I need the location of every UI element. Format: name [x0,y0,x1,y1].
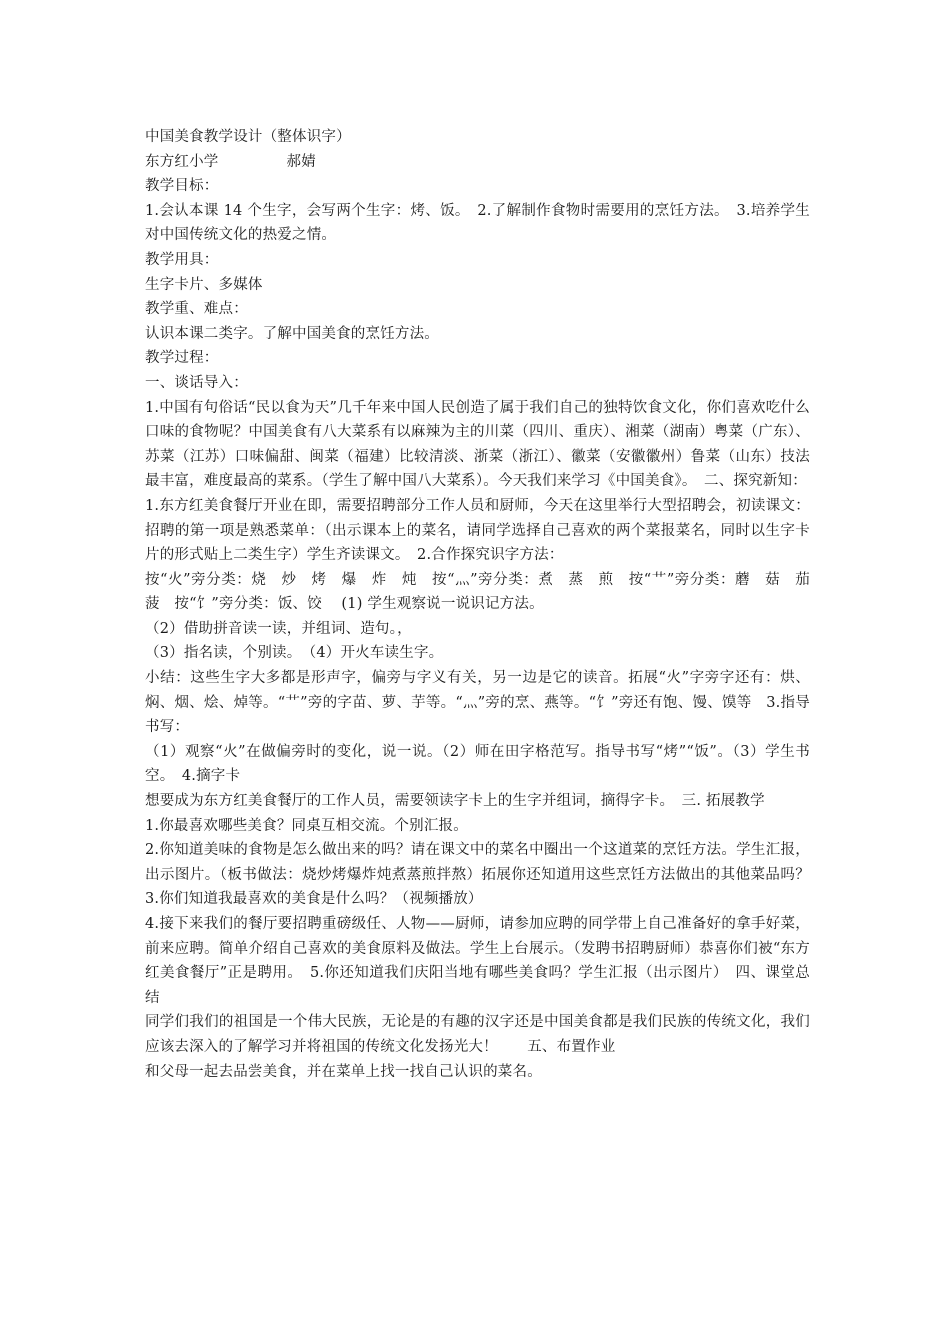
paragraph-writing: （1）观察“火”在做偏旁时的变化，说一说。（2）师在田字格范写。指导书写“烤”“饭”。（3）学生书空。 4.摘字卡 [145,743,810,785]
step-pinyin: （2）借助拼音读一读，并组词、造句。， [145,620,412,637]
heading-process: 教学过程： [145,350,219,367]
step-reading: （3）指名读，个别读。 （4）开火车读生字。 [145,645,444,662]
school-name: 东方红小学 [145,153,219,170]
paragraph-word-cards: 想要成为东方红美食餐厅的工作人员，需要领读字卡上的生字并组词，摘得字卡。 三. 拓展教学 [145,793,765,810]
paragraph-explore: 1.东方红美食餐厅开业在即，需要招聘部分工作人员和厨师，今天在这里举行大型招聘会，初读课文：招聘的第一项是熟悉菜单：（出示课本上的菜名，请同学选择自己喜欢的两个菜报菜名，同时以生字卡片的形式贴上二类生字）学生齐读课文。 2.合作探究识字方法： [145,497,810,564]
section-intro-heading: 一、谈话导入： [145,374,248,391]
document-page [145,125,825,1084]
paragraph-summary: 小结：这些生字大多都是形声字，偏旁与字义有关，另一边是它的读音。拓展“火”字旁字还有：烘、焖、烟、烩、焯等。“艹”旁的字苗、萝、芋等。“灬”旁的烹、燕等。“饣”旁还有饱、馒、馍等 3.指导书写： [145,670,810,736]
objectives-text: 1.会认本课 14 个生字，会写两个生字：烤、饭。 2.了解制作食物时需要用的烹饪方法。 3.培养学生对中国传统文化的热爱之情。 [145,202,810,244]
key-points-text: 认识本课二类字。了解中国美食的烹饪方法。 [145,325,439,342]
extension-item-2: 2.你知道美味的食物是怎么做出来的吗？请在课文中的菜名中圈出一个这道菜的烹饪方法。学生汇报，出示图片。（板书做法：烧炒烤爆炸炖煮蒸煎拌熬）拓展你还知道用这些烹饪方法做出的其他菜品吗？ 3.你们知道我最喜欢的美食是什么吗？（视频播放） [145,842,825,908]
paragraph-conclusion: 同学们我们的祖国是一个伟大民族，无论是的有趣的汉字还是中国美食都是我们民族的传统文化，我们应该去深入的了解学习并将祖国的传统文化发扬光大！ 五、布置作业 [145,1014,810,1055]
homework-text: 和父母一起去品尝美食，并在菜单上找一找自己认识的菜名。 [145,1063,542,1080]
heading-key-points: 教学重、难点： [145,301,248,318]
paragraph-intro: 1.中国有句俗话“民以食为天”几千年来中国人民创造了属于我们自己的独特饮食文化，你们喜欢吃什么口味的食物呢？中国美食有八大菜系有以麻辣为主的川菜（四川、重庆）、湘菜（湖南）粤菜（广东）、苏菜（江苏）口味偏甜、闽菜（福建）比较清淡、浙菜（浙江）、徽菜（安徽徽州）鲁菜（山东）技法最丰富，难度最高的菜系。（学生了解中国八大菜系）。今天我们来学习《中国美食》。 二、探究新知： [145,399,810,490]
author-line [145,150,810,175]
tools-text: 生字卡片、多媒体 [145,276,263,293]
teacher-name: 郝婧 [286,153,316,170]
extension-item-4: 4.接下来我们的餐厅要招聘重磅级任、人物——厨师，请参加应聘的同学带上自己准备好的拿手好菜，前来应聘。简单介绍自己喜欢的美食原料及做法。学生上台展示。（发聘书招聘厨师）恭喜你们被“东方红美食餐厅”正是聘用。 5.你还知道我们庆阳当地有哪些美食吗？学生汇报（出示图片） 四、课堂总结 [145,916,810,1006]
document-title: 中国美食教学设计（整体识字） [145,129,351,145]
heading-objectives: 教学目标： [145,178,219,195]
heading-tools: 教学用具： [145,251,219,268]
paragraph-radicals: 按“火”旁分类：烧 炒 烤 爆 炸 炖 按“灬”旁分类：煮 蒸 煎 按“艹”旁分类：蘑 菇 茄 菠 按“饣”旁分类：饭、饺 (1) 学生观察说一说识记方法。 [145,571,825,613]
extension-item-1: 1.你最喜欢哪些美食？同桌互相交流。个别汇报。 [145,817,468,834]
